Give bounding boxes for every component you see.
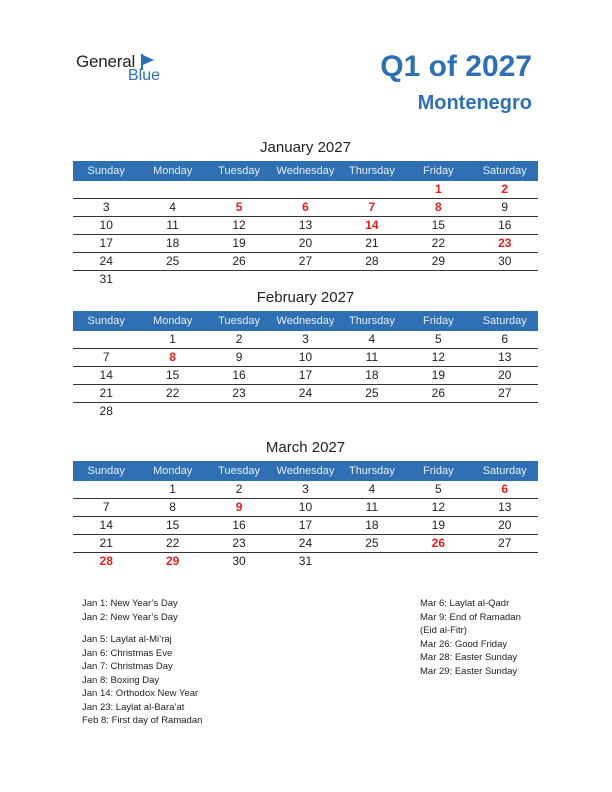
holiday-item: Jan 5: Laylat al-Mi’raj <box>82 634 172 645</box>
day-cell <box>73 481 139 498</box>
weekday-label: Wednesday <box>276 165 335 177</box>
day-cell: 4 <box>169 200 176 214</box>
day-cell: 16 <box>498 218 512 232</box>
logo-general-text: General <box>76 52 136 71</box>
day-cell <box>272 403 338 420</box>
day-cell: 12 <box>431 500 445 514</box>
month-march <box>73 437 538 570</box>
day-cell: 26 <box>431 536 445 550</box>
day-cell: 29 <box>165 554 180 568</box>
day-cell <box>472 553 538 570</box>
day-cell: 25 <box>365 386 379 400</box>
weekday-label: Monday <box>153 315 193 327</box>
day-cell: 20 <box>498 518 512 532</box>
weekday-label: Monday <box>153 465 193 477</box>
day-cell: 14 <box>99 518 113 532</box>
day-cell: 6 <box>302 200 309 214</box>
day-cell <box>339 181 405 198</box>
day-cell: 4 <box>368 482 376 496</box>
day-cell <box>206 181 272 198</box>
day-cell: 5 <box>235 200 243 214</box>
day-cell: 27 <box>498 536 512 550</box>
day-cell: 11 <box>365 350 379 364</box>
day-cell: 23 <box>232 536 246 550</box>
day-cell: 23 <box>498 236 512 250</box>
day-cell: 20 <box>298 236 313 250</box>
day-cell: 22 <box>431 236 445 250</box>
holiday-item: Jan 6: Christmas Eve <box>82 647 173 659</box>
weekday-label: Wednesday <box>276 315 335 327</box>
weekday-label: Friday <box>423 315 454 327</box>
holiday-item: Jan 8: Boxing Day <box>82 674 160 686</box>
day-cell: 2 <box>235 482 243 496</box>
weekday-label: Saturday <box>482 165 527 177</box>
day-cell <box>139 403 205 420</box>
weekday-label: Friday <box>423 165 454 177</box>
day-cell: 3 <box>302 332 309 346</box>
day-cell <box>206 403 272 420</box>
week-row <box>73 385 538 403</box>
month-title: February 2027 <box>256 289 355 306</box>
weekday-label: Thursday <box>348 165 395 177</box>
day-cell <box>405 271 471 288</box>
week-row <box>73 331 538 349</box>
day-cell: 2 <box>501 182 509 196</box>
day-cell: 31 <box>298 554 313 568</box>
weekday-header <box>73 461 538 481</box>
day-cell <box>272 271 338 288</box>
day-cell: 1 <box>434 182 442 196</box>
week-row <box>73 253 538 271</box>
day-cell: 28 <box>99 404 113 418</box>
holiday-list-right <box>420 597 521 678</box>
day-cell: 28 <box>99 554 113 568</box>
day-cell: 14 <box>99 368 113 382</box>
weekday-label: Sunday <box>87 165 125 177</box>
day-cell <box>405 553 471 570</box>
day-cell: 22 <box>165 536 180 550</box>
day-cell <box>472 271 538 288</box>
day-cell <box>73 181 139 198</box>
weekday-label: Friday <box>423 465 454 477</box>
day-cell: 7 <box>102 500 110 514</box>
day-cell: 19 <box>232 236 246 250</box>
day-cell: 9 <box>235 500 243 514</box>
day-cell: 16 <box>232 368 246 382</box>
holiday-item: Mar 9: End of Ramadan <box>420 611 521 623</box>
day-cell <box>73 331 139 348</box>
month-title: January 2027 <box>260 139 351 156</box>
week-row <box>73 403 538 420</box>
day-cell: 14 <box>365 218 379 232</box>
day-cell: 6 <box>501 332 509 346</box>
weekday-header <box>73 311 538 331</box>
day-cell: 24 <box>298 386 313 400</box>
day-cell: 18 <box>165 236 180 250</box>
week-row <box>73 553 538 570</box>
day-cell <box>339 553 405 570</box>
day-cell: 29 <box>431 254 445 268</box>
day-cell: 18 <box>365 518 379 532</box>
day-cell: 30 <box>498 254 512 268</box>
week-row <box>73 481 538 499</box>
day-cell: 17 <box>298 368 313 382</box>
day-cell: 5 <box>434 332 442 346</box>
day-cell: 26 <box>232 254 246 268</box>
day-cell: 25 <box>165 254 180 268</box>
day-cell: 10 <box>298 500 313 514</box>
day-cell: 9 <box>235 350 243 364</box>
week-row <box>73 235 538 253</box>
day-cell: 3 <box>302 482 309 496</box>
day-cell: 23 <box>232 386 246 400</box>
day-cell: 15 <box>165 518 180 532</box>
day-cell: 21 <box>365 236 379 250</box>
weekday-label: Saturday <box>482 315 527 327</box>
holiday-item: Mar 26: Good Friday <box>420 638 508 650</box>
day-cell: 3 <box>102 200 110 214</box>
weekday-label: Tuesday <box>218 315 260 327</box>
day-cell <box>139 271 205 288</box>
day-cell: 10 <box>99 218 113 232</box>
day-cell: 4 <box>368 332 376 346</box>
week-row <box>73 349 538 367</box>
day-cell: 11 <box>166 218 179 232</box>
holiday-item: Jan 2: New Year’s Day <box>82 611 178 623</box>
week-row <box>73 217 538 235</box>
month-february <box>73 287 538 420</box>
week-row <box>73 499 538 517</box>
day-cell: 15 <box>165 368 180 382</box>
logo-blue-text: Blue <box>128 67 161 84</box>
day-cell: 12 <box>232 218 246 232</box>
day-cell <box>405 403 471 420</box>
weekday-header <box>73 161 538 181</box>
day-cell: 21 <box>99 386 113 400</box>
week-row <box>73 271 538 288</box>
week-row <box>73 199 538 217</box>
day-cell: 18 <box>365 368 379 382</box>
weekday-label: Tuesday <box>218 465 260 477</box>
day-cell <box>339 271 405 288</box>
day-cell: 20 <box>498 368 512 382</box>
day-cell: 8 <box>169 500 176 514</box>
holiday-item: Jan 7: Christmas Day <box>82 661 173 672</box>
day-cell: 26 <box>431 386 445 400</box>
day-cell: 5 <box>434 482 442 496</box>
day-cell: 7 <box>102 350 110 364</box>
day-cell: 13 <box>498 500 512 514</box>
weekday-label: Wednesday <box>276 465 335 477</box>
day-cell: 9 <box>501 200 509 214</box>
holiday-item: Jan 23: Laylat al-Bara’at <box>82 701 185 713</box>
day-cell: 28 <box>365 254 379 268</box>
holiday-item: (Eid al-Fitr) <box>420 625 467 636</box>
day-cell: 31 <box>99 272 113 286</box>
day-cell: 30 <box>232 554 246 568</box>
day-cell: 27 <box>498 386 512 400</box>
day-cell: 25 <box>365 536 379 550</box>
logo <box>76 52 186 88</box>
weekday-label: Sunday <box>87 465 125 477</box>
day-cell: 8 <box>169 350 176 364</box>
day-cell: 24 <box>99 254 113 268</box>
holiday-item: Mar 28: Easter Sunday <box>420 652 518 663</box>
day-cell: 1 <box>169 482 176 496</box>
weekday-label: Sunday <box>87 315 125 327</box>
week-row <box>73 517 538 535</box>
day-cell <box>139 181 205 198</box>
month-title: March 2027 <box>265 439 346 456</box>
day-cell: 12 <box>431 350 445 364</box>
day-cell: 17 <box>298 518 313 532</box>
day-cell: 10 <box>298 350 313 364</box>
day-cell: 22 <box>165 386 180 400</box>
country-title: Montenegro <box>417 92 532 114</box>
week-row <box>73 535 538 553</box>
day-cell: 8 <box>434 200 442 214</box>
day-cell: 6 <box>501 482 509 496</box>
weekday-label: Saturday <box>482 465 527 477</box>
day-cell <box>472 403 538 420</box>
day-cell: 13 <box>498 350 512 364</box>
weekday-label: Thursday <box>348 465 395 477</box>
weekday-label: Thursday <box>348 315 395 327</box>
month-january <box>73 137 538 288</box>
day-cell: 11 <box>365 500 379 514</box>
day-cell: 17 <box>99 236 113 250</box>
holiday-gap <box>82 624 202 633</box>
day-cell <box>272 181 338 198</box>
day-cell: 15 <box>431 218 445 232</box>
day-cell: 13 <box>298 218 313 232</box>
day-cell: 21 <box>99 536 113 550</box>
day-cell: 1 <box>169 332 176 346</box>
week-row <box>73 181 538 199</box>
holiday-item: Feb 8: First day of Ramadan <box>82 715 203 726</box>
weekday-label: Tuesday <box>218 165 260 177</box>
holiday-item: Jan 14: Orthodox New Year <box>82 688 199 699</box>
day-cell: 27 <box>298 254 313 268</box>
weekday-label: Monday <box>153 165 193 177</box>
day-cell: 16 <box>232 518 246 532</box>
holiday-item: Mar 29: Easter Sunday <box>420 665 518 677</box>
day-cell: 7 <box>368 200 376 214</box>
day-cell: 24 <box>298 536 313 550</box>
holiday-item: Jan 1: New Year’s Day <box>82 598 178 609</box>
day-cell: 19 <box>431 368 445 382</box>
page-title: Q1 of 2027 <box>380 50 532 83</box>
day-cell: 19 <box>431 518 445 532</box>
day-cell: 2 <box>235 332 243 346</box>
holiday-list-left <box>82 597 202 728</box>
week-row <box>73 367 538 385</box>
day-cell <box>206 271 272 288</box>
day-cell <box>339 403 405 420</box>
holiday-item: Mar 6: Laylat al-Qadr <box>420 598 510 609</box>
